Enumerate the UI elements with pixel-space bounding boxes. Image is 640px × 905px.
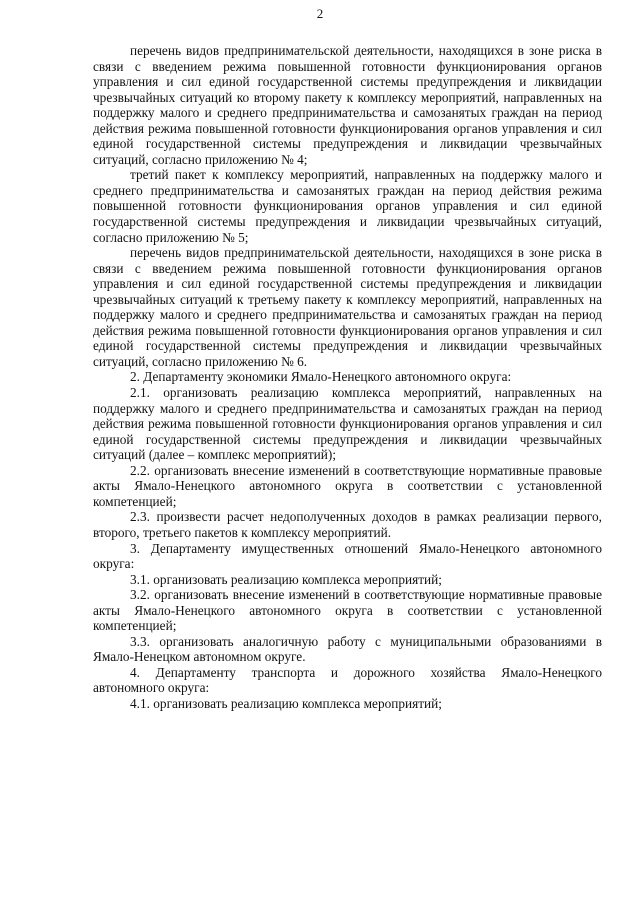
paragraph-annex-4-list: перечень видов предпринимательской деятельности, находящихся в зоне риска в связи с введением режима повышенной готовности функционирования органов управления и сил единой государственной системы предупреждения и ликвидации чрезвычайных ситуаций ко второму пакету к комплексу мероприятий, направленных на поддержку малого и среднего предпринимательства и самозанятых граждан на период действия режима повышенной готовности функционирования органов управления и сил единой государственной системы предупреждения и ликвидации чрезвычайных ситуаций, согласно приложению № 4; (93, 43, 602, 167)
paragraph-item-3-2: 3.2. организовать внесение изменений в соответствующие нормативные правовые акты Ямало-Ненецкого автономного округа в соответствии с установленной компетенцией; (93, 587, 602, 634)
paragraph-item-3: 3. Департаменту имущественных отношений Ямало-Ненецкого автономного округа: (93, 540, 602, 572)
page-number: 2 (316, 6, 324, 21)
paragraph-annex-6-list: перечень видов предпринимательской деятельности, находящихся в зоне риска в связи с введением режима повышенной готовности функционирования органов управления и сил единой государственной системы предупреждения и ликвидации чрезвычайных ситуаций к третьему пакету к комплексу мероприятий, направленных на поддержку малого и среднего предпринимательства и самозанятых граждан на период действия режима повышенной готовности функционирования органов управления и сил единой государственной системы предупреждения и ликвидации чрезвычайных ситуаций, согласно приложению № 6. (93, 245, 602, 369)
paragraph-item-2-2: 2.2. организовать внесение изменений в соответствующие нормативные правовые акты Ямало-Ненецкого автономного округа в соответствии с установленной компетенцией; (93, 462, 602, 509)
paragraph-item-2: 2. Департаменту экономики Ямало-Ненецкого автономного округа: (130, 369, 512, 385)
paragraph-third-package: третий пакет к комплексу мероприятий, направленных на поддержку малого и среднего предпринимательства и самозанятых граждан на период действия режима повышенной готовности функционирования органов управления и сил единой государственной системы предупреждения и ликвидации чрезвычайных ситуаций, согласно приложению № 5; (93, 167, 602, 245)
paragraph-item-3-3: 3.3. организовать аналогичную работу с муниципальными образованиями в Ямало-Ненецком автономном округе. (93, 633, 602, 665)
paragraph-item-2-3: 2.3. произвести расчет недополученных доходов в рамках реализации первого, второго, третьего пакетов к комплексу мероприятий. (93, 509, 602, 540)
paragraph-item-3-1: 3.1. организовать реализацию комплекса мероприятий; (130, 571, 442, 587)
document-body (93, 43, 602, 712)
paragraph-item-2-1: 2.1. организовать реализацию комплекса мероприятий, направленных на поддержку малого и среднего предпринимательства и самозанятых граждан на период действия режима повышенной готовности функционирования органов управления и сил единой государственной системы предупреждения и ликвидации чрезвычайных ситуаций (далее – комплекс мероприятий); (93, 385, 602, 463)
paragraph-item-4: 4. Департаменту транспорта и дорожного хозяйства Ямало-Ненецкого автономного округа: (93, 664, 602, 696)
paragraph-item-4-1: 4.1. организовать реализацию комплекса мероприятий; (130, 695, 442, 711)
